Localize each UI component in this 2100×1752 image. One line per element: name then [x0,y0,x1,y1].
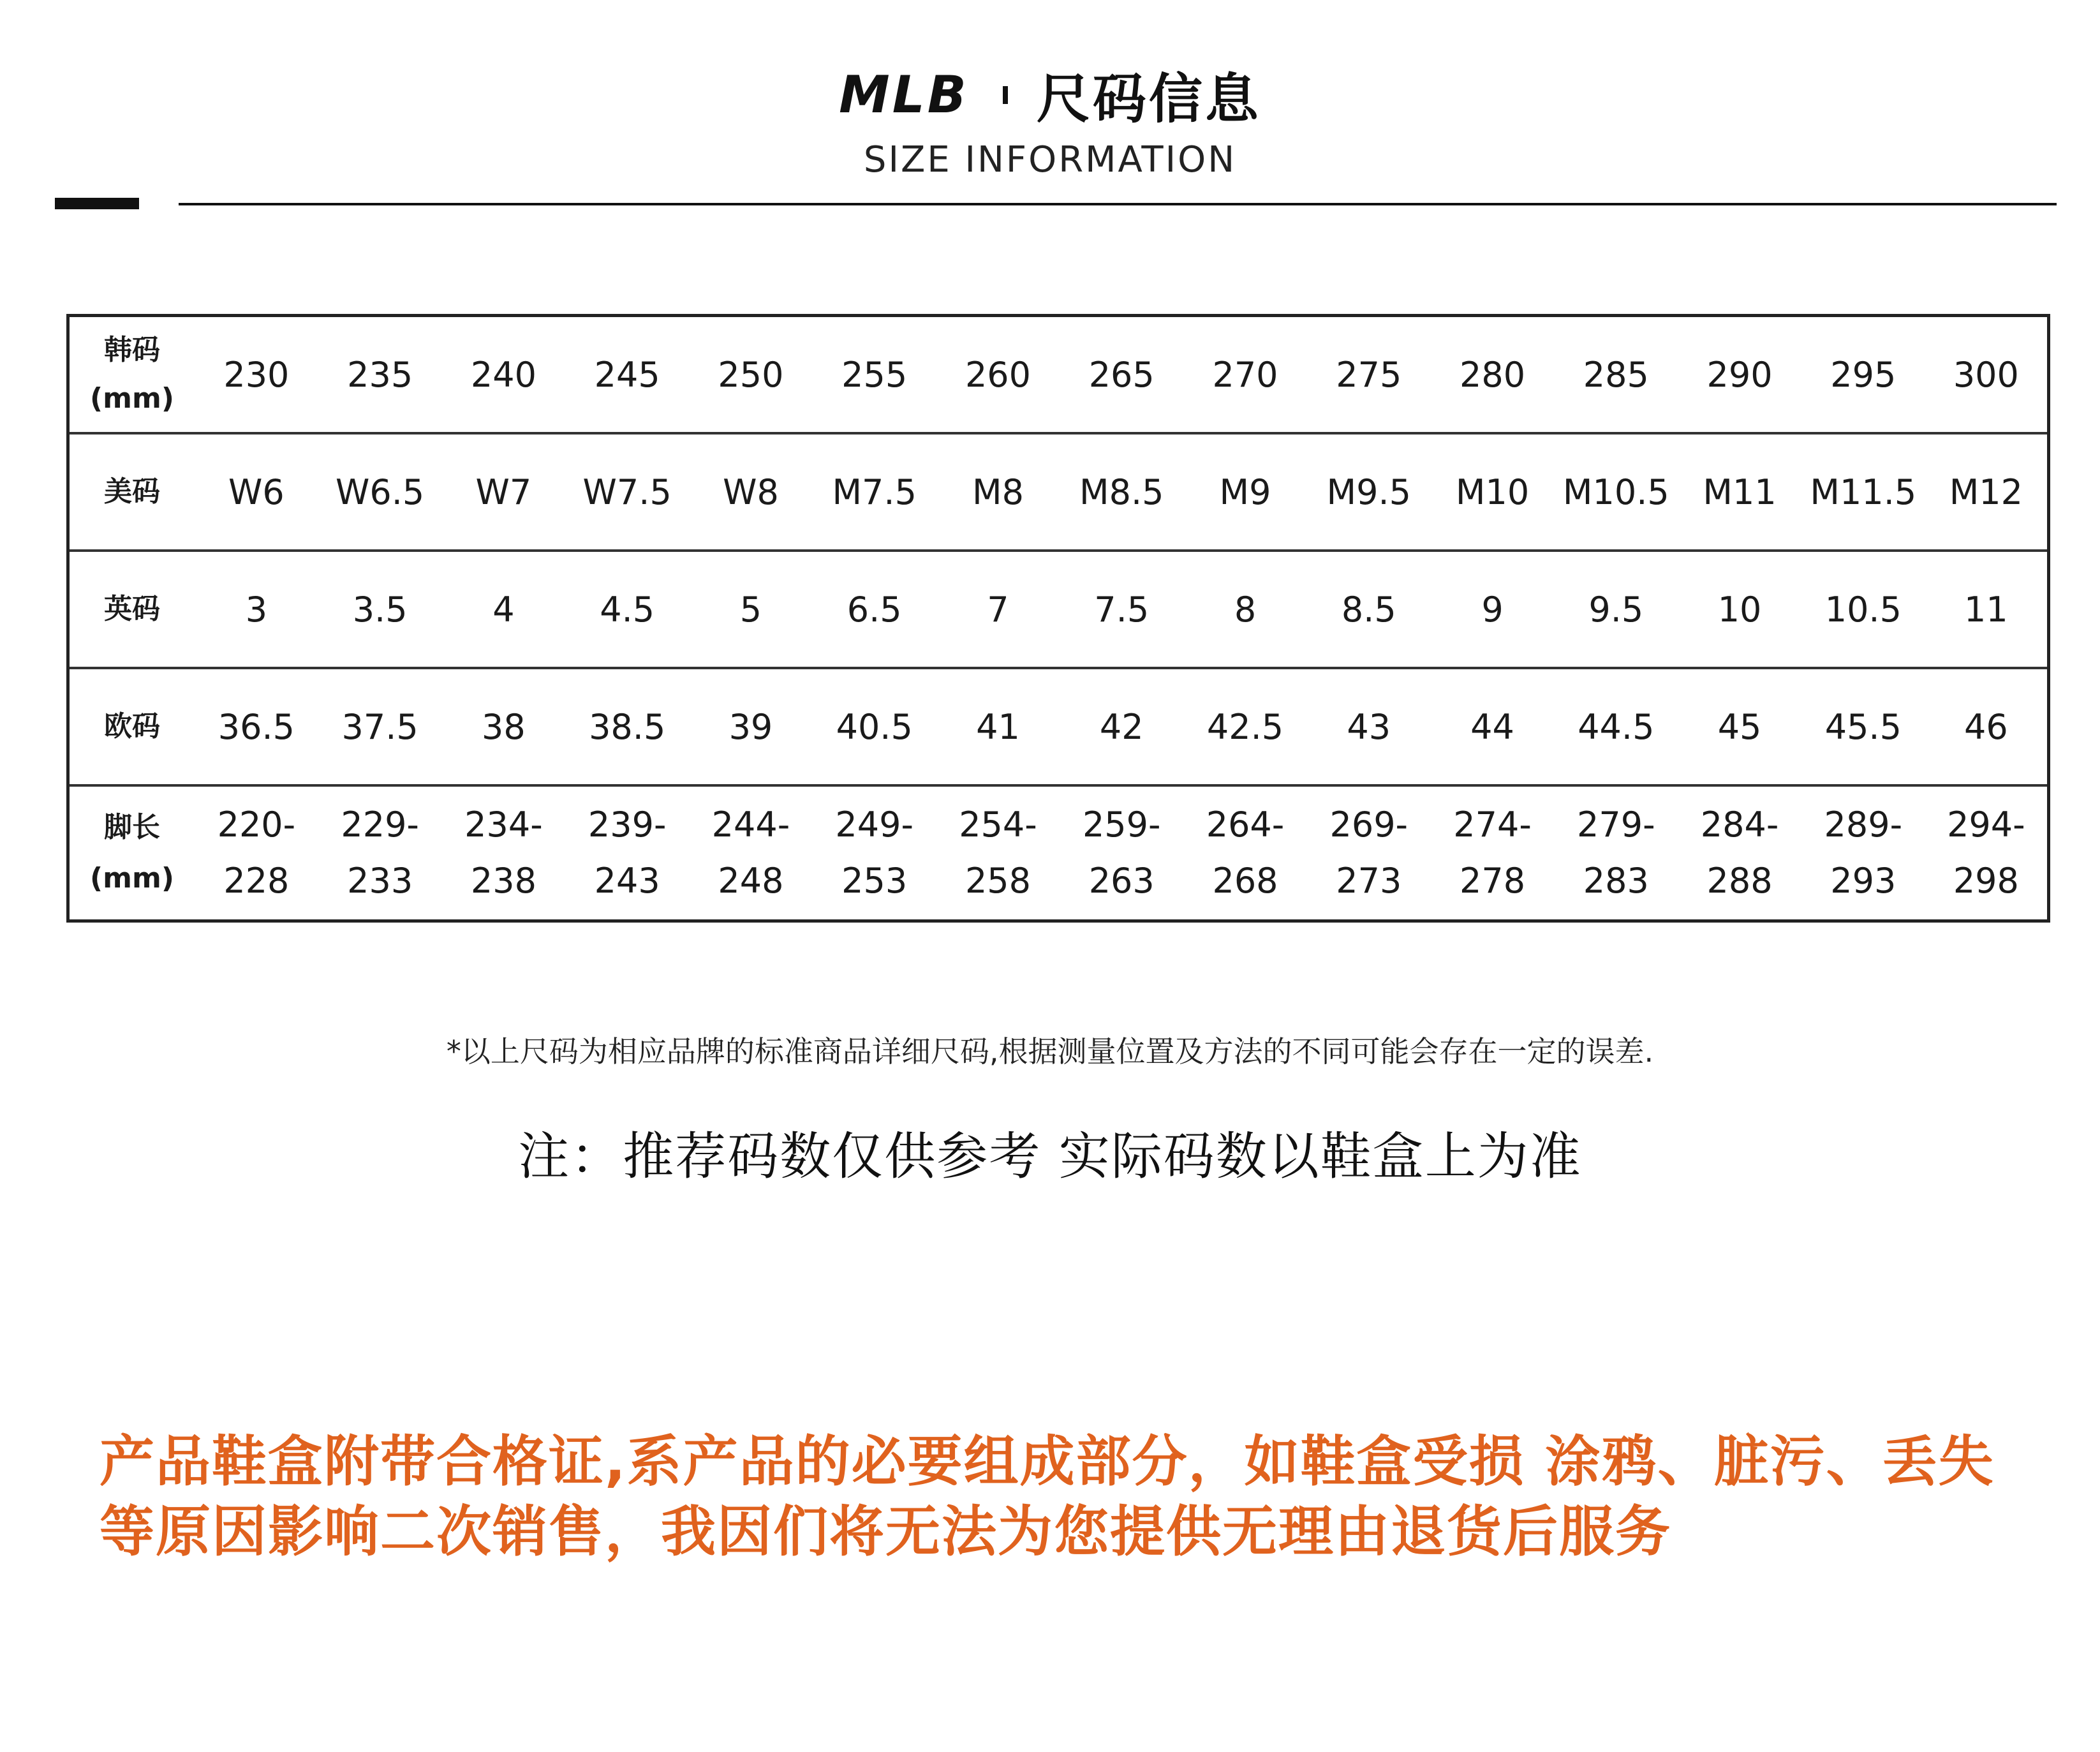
size-cell: W8 [723,471,779,512]
size-cell: 10.5 [1824,589,1902,630]
size-row [68,785,2049,921]
range-end: 268 [1212,861,1278,901]
size-cell: 38.5 [589,706,666,747]
size-cell [689,785,813,921]
size-cell: W6 [228,471,285,512]
row-label-line1: 韩码 [104,334,160,366]
size-cell: 8.5 [1341,589,1396,630]
size-row [68,316,2049,434]
size-cell: M11.5 [1810,471,1917,512]
row-label-line1: 英码 [104,593,160,625]
size-cell: 265 [1088,354,1155,395]
size-cell: M8.5 [1079,471,1164,512]
shoebox-warning: 产品鞋盒附带合格证,系产品的必要组成部分，如鞋盒受损 涂鸦、脏污、丢失等原因影响二次销售，我因们将无法为您提供无理由退货后服务 [100,1430,1995,1564]
size-cell: W7.5 [582,471,672,512]
range-end: 238 [470,861,536,901]
header-divider [179,203,2057,205]
size-cell [813,785,936,921]
range-start: 249- [835,805,913,845]
row-label-line2: (mm) [90,382,174,415]
size-cell: 250 [718,354,784,395]
size-cell: 36.5 [218,706,295,747]
size-cell: 45.5 [1824,706,1902,747]
size-cell: 37.5 [341,706,418,747]
size-cell: W6.5 [336,471,425,512]
range-end: 228 [223,861,290,901]
size-cell: M8 [972,471,1024,512]
size-cell: M11 [1703,471,1777,512]
size-cell [1431,785,1555,921]
size-cell: 290 [1706,354,1773,395]
range-end: 273 [1336,861,1402,901]
row-label-line2: (mm) [90,862,174,895]
size-cell: M7.5 [832,471,917,512]
size-cell: M9.5 [1326,471,1411,512]
size-cell: 38 [482,706,526,747]
range-end: 278 [1460,861,1526,901]
title-row [0,56,2100,133]
size-cell: 270 [1212,354,1278,395]
range-start: 229- [341,805,419,845]
range-end: 288 [1706,861,1773,901]
size-cell: 4 [492,589,515,630]
size-cell: 285 [1583,354,1649,395]
size-cell [442,785,566,921]
size-cell: 9.5 [1588,589,1644,630]
range-start: 289- [1824,805,1903,845]
size-cell: 230 [223,354,290,395]
size-cell: M10.5 [1562,471,1669,512]
range-start: 254- [959,805,1037,845]
size-cell: 43 [1347,706,1391,747]
size-cell [1307,785,1431,921]
size-cell: 7 [987,589,1009,630]
range-start: 239- [588,805,667,845]
size-table [66,314,2050,923]
size-cell: W7 [475,471,532,512]
range-end: 283 [1583,861,1649,901]
size-cell [936,785,1060,921]
size-cell: 8 [1234,589,1257,630]
row-label [68,433,195,551]
size-row [68,433,2049,551]
size-cell [195,785,318,921]
range-start: 264- [1206,805,1285,845]
range-start: 279- [1577,805,1655,845]
size-cell: 46 [1964,706,2008,747]
range-end: 253 [841,861,908,901]
range-end: 233 [347,861,413,901]
size-cell [565,785,689,921]
size-cell [1554,785,1678,921]
range-start: 294- [1947,805,2025,845]
size-cell: 41 [976,706,1020,747]
size-cell: 11 [1964,589,2008,630]
row-label [68,551,195,668]
range-start: 244- [711,805,790,845]
range-end: 258 [965,861,1032,901]
row-label [68,785,195,921]
brand-logo: MLB [839,65,969,124]
range-start: 234- [464,805,543,845]
size-cell [1801,785,1925,921]
size-cell: 9 [1481,589,1504,630]
size-cell: 260 [965,354,1032,395]
size-row [68,551,2049,668]
size-cell: 5 [739,589,762,630]
row-label-line1: 脚长 [104,811,160,843]
size-cell: 10 [1717,589,1762,630]
row-label-line1: 美码 [104,475,160,508]
size-cell [318,785,442,921]
size-cell: 44.5 [1578,706,1655,747]
range-start: 220- [217,805,296,845]
header-accent-bar [55,198,139,209]
size-cell: 42 [1099,706,1144,747]
size-cell: 3 [245,589,268,630]
range-start: 284- [1700,805,1779,845]
range-start: 259- [1082,805,1161,845]
size-cell: 3.5 [352,589,408,630]
size-cell: 4.5 [600,589,655,630]
page-subtitle: SIZE INFORMATION [863,139,1237,181]
range-end: 243 [594,861,660,901]
size-cell: M12 [1949,471,2023,512]
size-cell [1925,785,2049,921]
size-cell: 235 [347,354,413,395]
size-cell: 39 [728,706,773,747]
range-end: 293 [1830,861,1897,901]
reference-note: 注：推荐码数仅供参考 实际码数以鞋盒上为准 [518,1127,1582,1186]
row-label [68,316,195,434]
size-cell: M10 [1455,471,1530,512]
size-cell: 255 [841,354,908,395]
size-cell: 300 [1953,354,2019,395]
size-cell: 245 [594,354,660,395]
size-table-body [68,316,2049,921]
size-cell: 45 [1717,706,1762,747]
title-separator [1003,86,1008,104]
size-cell [1183,785,1307,921]
size-cell: 7.5 [1094,589,1150,630]
size-cell: 275 [1336,354,1402,395]
size-cell [1060,785,1183,921]
size-cell [1678,785,1801,921]
range-end: 298 [1953,861,2019,901]
range-start: 274- [1453,805,1532,845]
size-cell: 44 [1470,706,1514,747]
size-cell: 6.5 [847,589,902,630]
range-start: 269- [1329,805,1409,845]
size-row [68,668,2049,785]
range-end: 263 [1088,861,1155,901]
page-title: 尺码信息 [1036,68,1261,130]
range-end: 248 [718,861,784,901]
size-cell: 42.5 [1206,706,1284,747]
size-cell: M9 [1219,471,1271,512]
row-label-line1: 欧码 [104,710,160,743]
disclaimer-note: *以上尺码为相应品牌的标准商品详细尺码,根据测量位置及方法的不同可能会存在一定的误差. [446,1034,1654,1069]
size-cell: 280 [1460,354,1526,395]
size-cell: 40.5 [836,706,913,747]
size-cell: 295 [1830,354,1897,395]
size-cell: 240 [470,354,536,395]
row-label [68,668,195,785]
page-header [0,0,2100,217]
